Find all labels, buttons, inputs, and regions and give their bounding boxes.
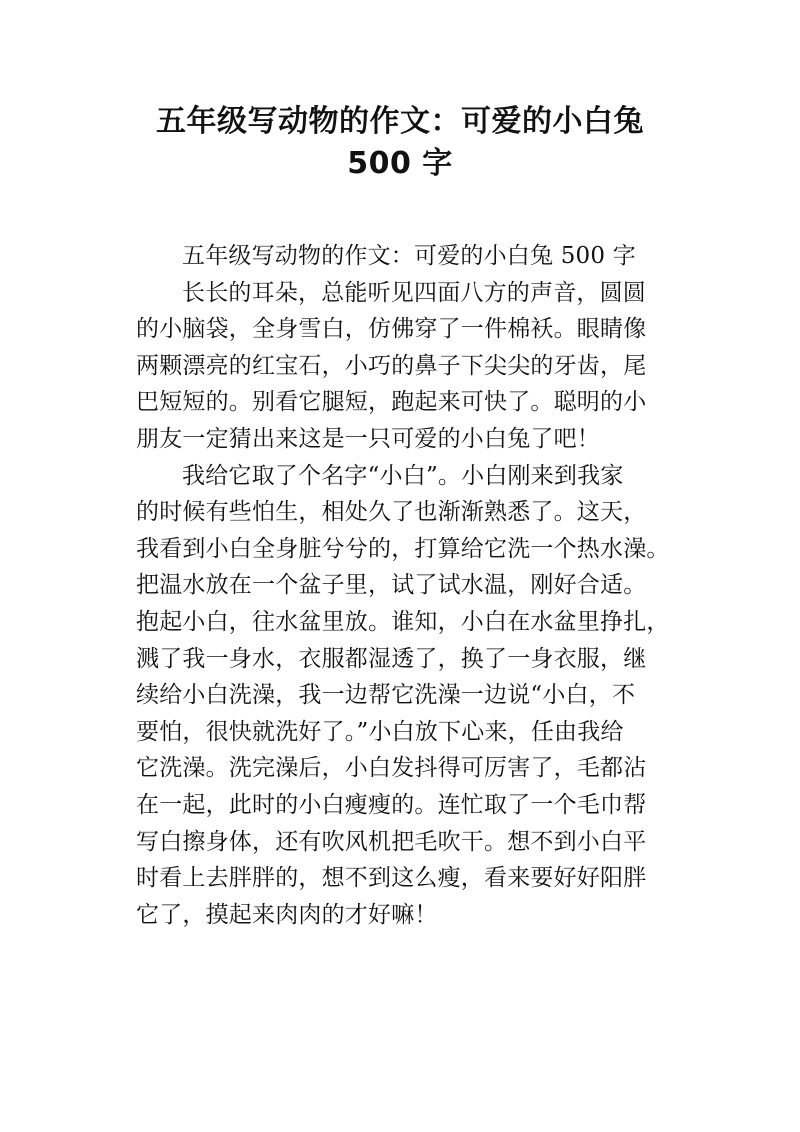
text-line: 我看到小白全身脏兮兮的，打算给它洗一个热水澡。 xyxy=(136,535,670,562)
text-line: 五年级写动物的作文：可爱的小白兔 500 字 xyxy=(182,243,636,269)
text-line: 它洗澡。洗完澡后，小白发抖得可厉害了，毛都沾 xyxy=(136,755,647,782)
text-line: 长长的耳朵，总能听见四面八方的声音，圆圆 xyxy=(182,279,646,306)
text-line: 的小脑袋，全身雪白，仿佛穿了一件棉袄。眼睛像 xyxy=(136,316,647,343)
page-title-line-1: 五年级写动物的作文：可爱的小白兔 xyxy=(156,104,644,139)
text-line: 溅了我一身水，衣服都湿透了，换了一身衣服，继 xyxy=(136,645,647,672)
text-line: 抱起小白，往水盆里放。谁知，小白在水盆里挣扎， xyxy=(136,608,670,635)
text-line: 它了，摸起来肉肉的才好嘛！ xyxy=(136,901,438,928)
text-line: 朋友一定猜出来这是一只可爱的小白兔了吧！ xyxy=(136,425,600,452)
text-line: 写白擦身体，还有吹风机把毛吹干。想不到小白平 xyxy=(136,828,647,855)
text-line: 我给它取了个名字“小白”。小白刚来到我家 xyxy=(182,462,624,489)
text-line: 续给小白洗澡，我一边帮它洗澡一边说“小白，不 xyxy=(136,682,636,709)
text-line: 两颗漂亮的红宝石，小巧的鼻子下尖尖的牙齿，尾 xyxy=(136,352,647,379)
text-line: 要怕，很快就洗好了。”小白放下心来，任由我给 xyxy=(136,718,624,745)
text-line: 时看上去胖胖的，想不到这么瘦，看来要好好阳胖 xyxy=(136,865,647,892)
page-title-line-2: 500 字 xyxy=(347,146,453,181)
text-line: 巴短短的。别看它腿短，跑起来可快了。聪明的小 xyxy=(136,389,647,416)
essay-body xyxy=(136,238,670,933)
text-line: 的时候有些怕生，相处久了也渐渐熟悉了。这天， xyxy=(136,499,647,526)
text-line: 把温水放在一个盆子里，试了试水温，刚好合适。 xyxy=(136,572,647,599)
text-line: 在一起，此时的小白瘦瘦的。连忙取了一个毛巾帮 xyxy=(136,791,647,818)
